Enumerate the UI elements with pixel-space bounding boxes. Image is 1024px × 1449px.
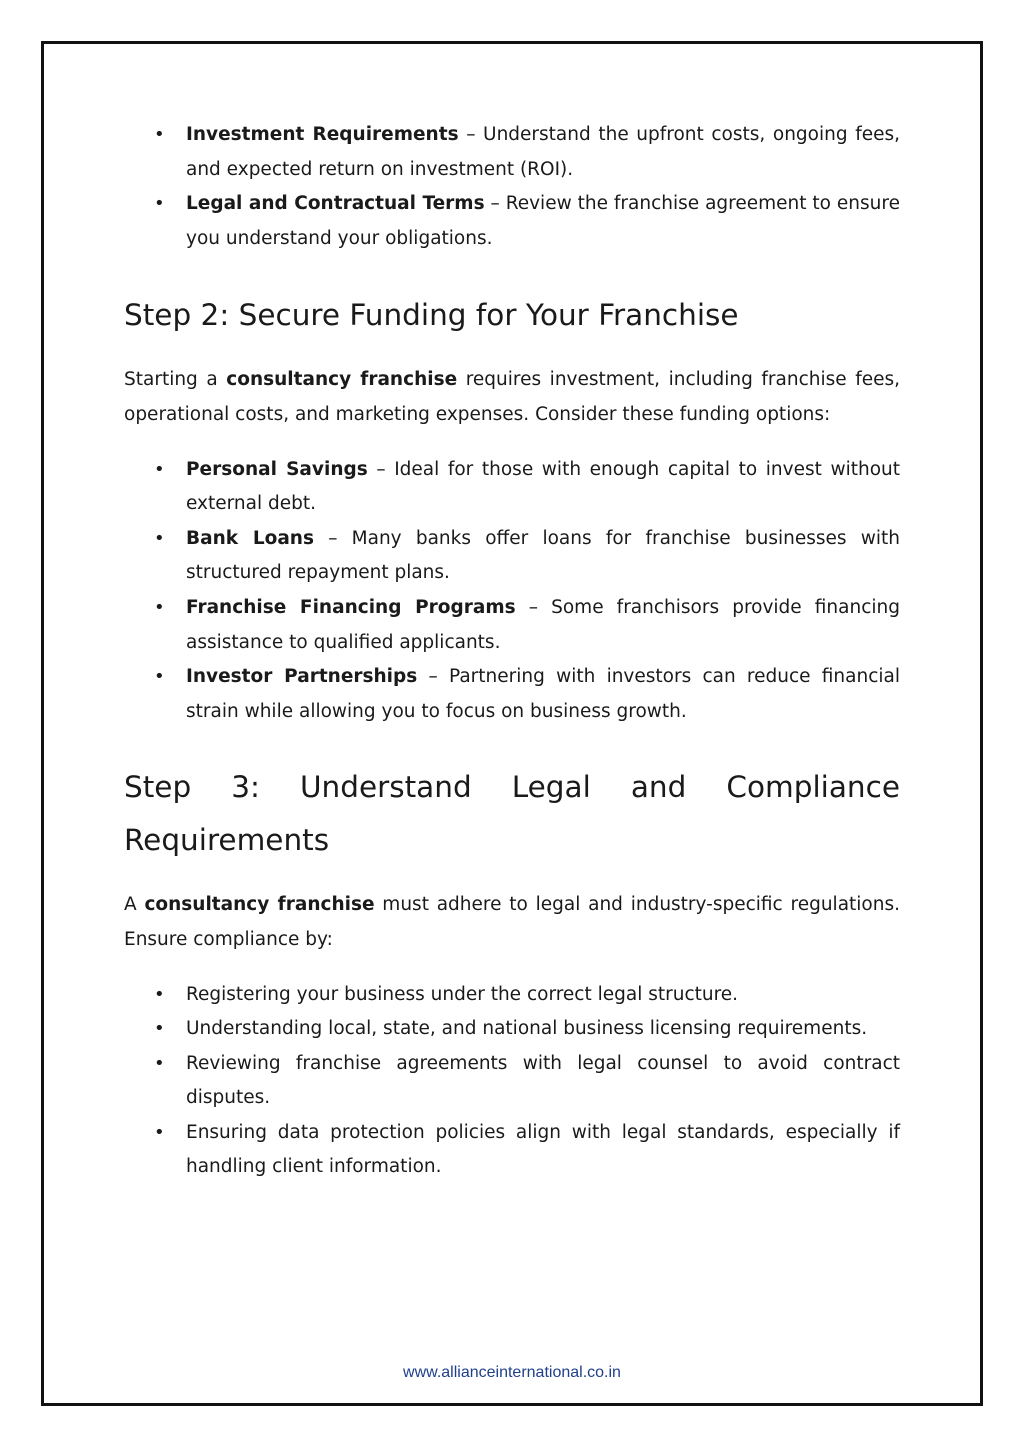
bullet-icon: • — [154, 1018, 165, 1040]
bullet-icon: • — [154, 1052, 165, 1074]
list-item — [124, 187, 900, 256]
list-item-text: – Ideal for those with enough capital to invest without external debt. — [186, 458, 900, 515]
list-item — [124, 660, 900, 729]
list-item — [124, 1116, 900, 1185]
funding-options-list — [124, 453, 900, 730]
step3-intro-bold: consultancy franchise — [144, 894, 375, 916]
list-item-title: Franchise Financing Programs — [186, 596, 516, 618]
list-item-text: Ensuring data protection policies align with legal standards, especially if handling client information. — [186, 1121, 900, 1178]
bullet-icon: • — [154, 1121, 165, 1143]
list-item-text: – Review the franchise agreement to ensure you understand your obligations. — [186, 193, 900, 249]
list-item-text: – Many banks offer loans for franchise businesses with structured repayment plans. — [186, 527, 901, 584]
list-item-text: Understanding local, state, and national business licensing requirements. — [186, 1018, 868, 1040]
list-item-text: Registering your business under the correct legal structure. — [186, 983, 739, 1005]
list-item — [124, 1012, 900, 1047]
bullet-icon: • — [154, 193, 165, 215]
list-item-text: – Some franchisors provide financing assistance to qualified applicants. — [186, 596, 900, 653]
step2-intro-post: requires investment, including franchise fees, operational costs, and marketing expenses. Consider these funding options: — [124, 369, 901, 425]
bullet-icon: • — [154, 666, 165, 688]
document-body — [124, 118, 900, 1185]
bullet-icon: • — [154, 983, 165, 1005]
bullet-icon: • — [154, 596, 165, 618]
list-item — [124, 1047, 900, 1116]
step3-intro — [124, 888, 900, 957]
list-item — [124, 591, 900, 660]
compliance-list — [124, 978, 900, 1186]
requirements-list — [124, 118, 900, 256]
list-item-title: Legal and Contractual Terms — [186, 193, 485, 215]
list-item-text: Reviewing franchise agreements with legal counsel to avoid contract disputes. — [186, 1052, 900, 1109]
footer-website-link[interactable]: www.allianceinternational.co.in — [403, 1364, 621, 1381]
list-item — [124, 522, 900, 591]
list-item-title: Bank Loans — [186, 527, 314, 549]
list-item — [124, 978, 900, 1013]
step3-intro-pre: A — [124, 894, 145, 916]
step2-intro-bold: consultancy franchise — [226, 369, 458, 391]
step3-heading-line2: Requirements — [124, 823, 330, 858]
list-item — [124, 453, 900, 522]
step3-intro-post: must adhere to legal and industry-specific regulations. Ensure compliance by: — [124, 894, 900, 950]
list-item-title: Investment Requirements — [186, 124, 459, 145]
step3-heading-line1: Step 3: Understand Legal and Compliance — [124, 770, 900, 805]
bullet-icon: • — [154, 124, 165, 145]
list-item-title: Investor Partnerships — [186, 666, 418, 688]
list-item-text: – Partnering with investors can reduce financial strain while allowing you to focus on business growth. — [186, 666, 900, 722]
bullet-icon: • — [154, 458, 165, 480]
step2-intro — [124, 363, 900, 432]
bullet-icon: • — [154, 527, 165, 549]
list-item-text: – Understand the upfront costs, ongoing fees, and expected return on investment (ROI). — [186, 124, 900, 180]
step2-intro-pre: Starting a — [124, 369, 227, 391]
list-item — [124, 118, 900, 187]
list-item-title: Personal Savings — [186, 458, 368, 480]
step2-heading: Step 2: Secure Funding for Your Franchise — [124, 298, 739, 333]
step3-heading — [124, 761, 900, 867]
